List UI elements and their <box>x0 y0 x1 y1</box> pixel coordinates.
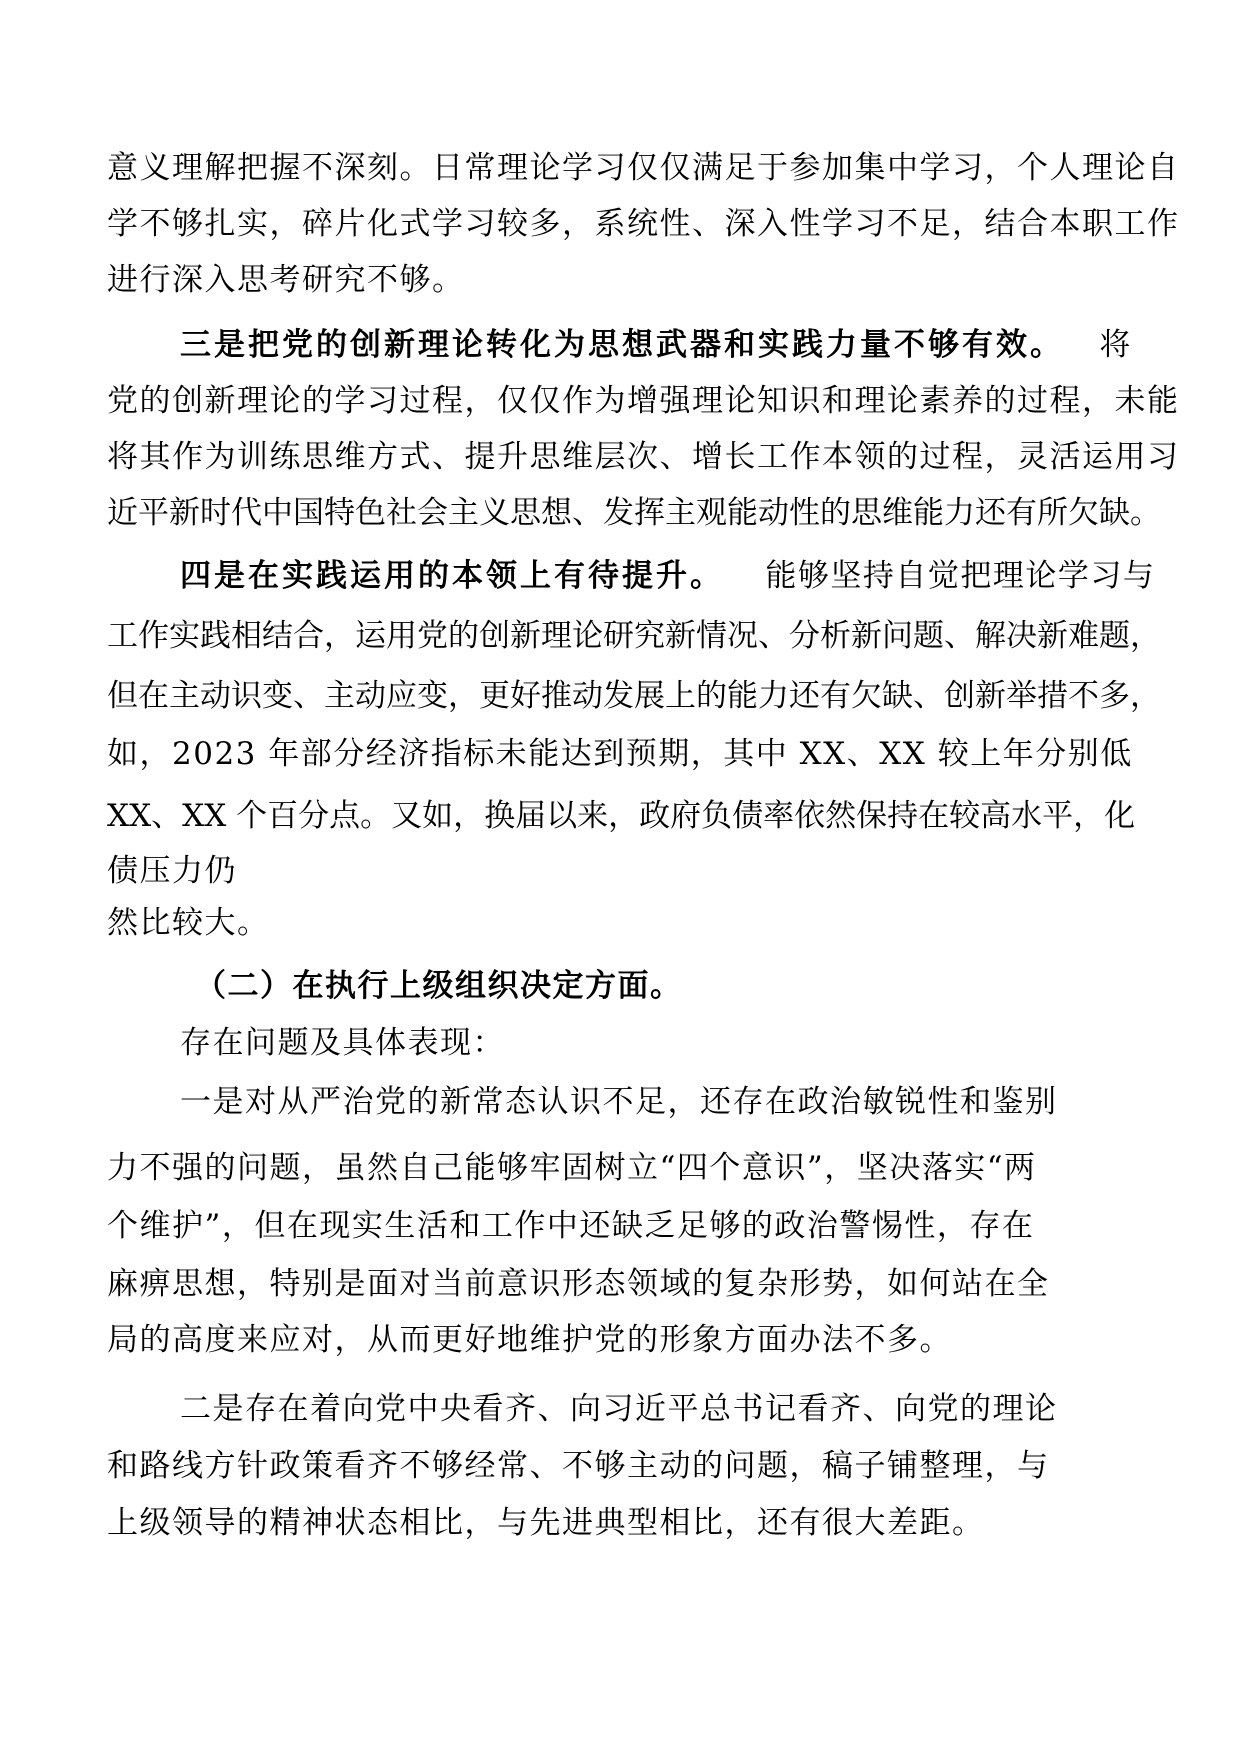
text-line: 个维护”，但在现实生活和工作中还缺乏足够的政治警惕性，存在 <box>107 1208 1035 1244</box>
paragraph-heading: 四是在实践运用的本领上有待提升。 <box>180 558 724 594</box>
text-line: 和路线方针政策看齐不够经常、不够主动的问题，稿子铺整理，与 <box>107 1448 1050 1484</box>
paragraph-first-line <box>180 554 1180 598</box>
text-line: 二是存在着向党中央看齐、向习近平总书记看齐、向党的理论 <box>180 1391 1058 1427</box>
text-line: 近平新时代中国特色社会主义思想、发挥主观能动性的思维能力还有所欠缺。 <box>107 495 1161 531</box>
text-line: 进行深入思考研究不够。 <box>107 262 465 298</box>
section-intro: 存在问题及具体表现： <box>180 1025 505 1061</box>
text-line: 党的创新理论的学习过程，仅仅作为增强理论知识和理论素养的过程，未能 <box>107 383 1180 419</box>
paragraph-heading: 三是把党的创新理论转化为思想武器和实践力量不够有效。 <box>180 327 1064 363</box>
text-line: 但在主动识变、主动应变，更好推动发展上的能力还有欠缺、创新举措不多， <box>107 678 1161 714</box>
text-line: 意义理解把握不深刻。日常理论学习仅仅满足于参加集中学习，个人理论自 <box>107 150 1180 186</box>
text-line: XX、XX 个百分点。又如，换届以来，政府负债率依然保持在较高水平，化 <box>107 798 1136 834</box>
text-line: 如，2023 年部分经济指标未能达到预期，其中 XX、XX 较上年分别低 <box>107 736 1133 772</box>
paragraph-lead-text: 将 <box>1099 327 1132 363</box>
text-line: 上级领导的精神状态相比，与先进典型相比，还有很大差距。 <box>107 1505 985 1541</box>
text-line: 一是对从严治党的新常态认识不足，还存在政治敏锐性和鉴别 <box>180 1084 1058 1120</box>
text-line: 学不够扎实，碎片化式学习较多，系统性、深入性学习不足，结合本职工作 <box>107 206 1180 242</box>
text-line: 力不强的问题，虽然自己能够牢固树立“四个意识”，坚决落实“两 <box>107 1150 1037 1186</box>
text-line: 债压力仍 <box>107 853 237 889</box>
paragraph-first-line <box>180 323 1180 367</box>
text-line: 然比较大。 <box>107 905 270 941</box>
paragraph-lead-text: 能够坚持自觉把理论学习与 <box>765 558 1156 594</box>
text-line: 麻痹思想，特别是面对当前意识形态领域的复杂形势，如何站在全 <box>107 1266 1050 1302</box>
text-line: 将其作为训练思维方式、提升思维层次、增长工作本领的过程，灵活运用习 <box>107 439 1180 475</box>
section-title: （二）在执行上级组织决定方面。 <box>195 968 683 1004</box>
text-line: 工作实践相结合，运用党的创新理论研究新情况、分析新问题、解决新难题， <box>107 618 1161 654</box>
text-line: 局的高度来应对，从而更好地维护党的形象方面办法不多。 <box>107 1322 952 1358</box>
